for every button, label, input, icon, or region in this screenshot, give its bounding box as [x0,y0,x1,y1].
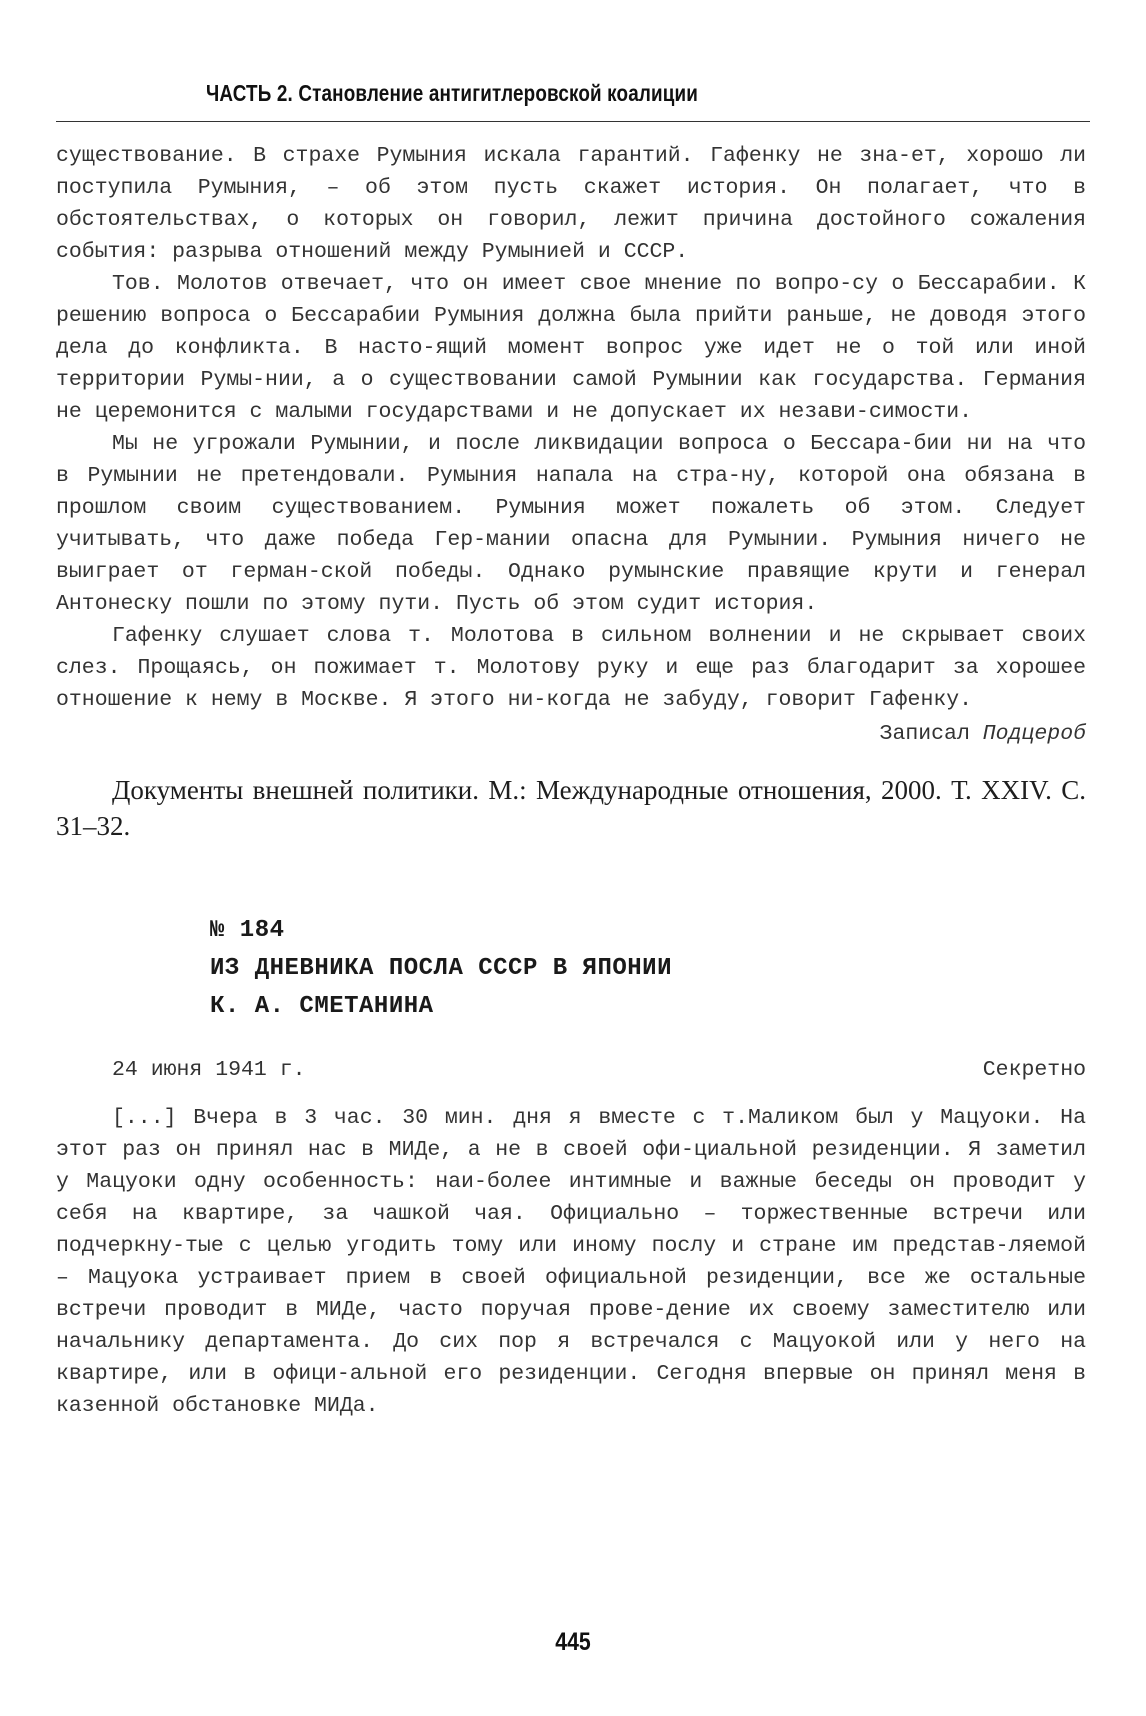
page-content [56,140,1086,1422]
document-date: 24 июня 1941 г. [112,1058,306,1082]
conversation-record [56,140,1086,750]
paragraph-continuation: существование. В страхе Румыния искала гарантий. Гафенку не зна-ет, хорошо ли поступила Румыния, – об этом пусть скажет история. Он полагает, что в обстоятельствах, о которых он говорил, лежит причина достойного сожаления события: разрыва отношений между Румынией и СССР. [56,144,1086,264]
signature-prefix: Записал [879,722,970,746]
source-citation: Документы внешней политики. М.: Международные отношения, 2000. Т. XXIV. С. 31–32. [56,775,1086,841]
signature-name: Подцероб [982,722,1086,746]
document-title-line2: К. А. СМЕТАНИНА [210,993,434,1020]
running-title: ЧАСТЬ 2. Становление антигитлеровской коалиции [206,80,699,106]
running-header [56,80,1090,122]
classification-stamp: Секретно [982,1058,1086,1082]
page-number: 445 [555,1628,591,1656]
signature [56,718,1086,750]
date-row [56,1054,1086,1086]
diary-paragraph: [...] Вчера в 3 час. 30 мин. дня я вместе с т.Маликом был у Мацуоки. На этот раз он принял нас в МИДе, а не в своей офи-циальной резиденции. Я заметил у Мацуоки одну особенность: наи-более интимные и важные беседы он проводит у себя на квартире, за чашкой чая. Официально – торжественные встречи или подчеркну-тые с целью угодить тому или иному послу и стране им представ-ляемой – Мацуока устраивает прием в своей официальной резиденции, все же остальные встречи проводит в МИДе, часто поручая прове-дение их своему заместителю или начальнику департамента. До сих пор я встречался с Мацуокой или у него на квартире, или в офици-альной его резиденции. Сегодня впервые он принял меня в казенной обстановке МИДа. [56,1106,1086,1418]
document-heading [210,912,1086,1026]
document-title-line1: ИЗ ДНЕВНИКА ПОСЛА СССР В ЯПОНИИ [210,955,672,982]
paragraph-molotov-reply: Тов. Молотов отвечает, что он имеет свое мнение по вопро-су о Бессарабии. К решению вопроса о Бессарабии Румыния должна была прийти раньше, не доводя этого дела до конфликта. В насто-ящий момент вопрос уже идет не о той или иной территории Румы-нии, а о существовании самой Румынии как государства. Германия не церемонится с малыми государствами и не допускает их незави-симости. [56,272,1086,424]
paragraph-gafencu-farewell: Гафенку слушает слова т. Молотова в сильном волнении и не скрывает своих слез. Прощаясь, он пожимает т. Молотову руку и еще раз благодарит за хорошее отношение к нему в Москве. Я этого ни-когда не забуду, говорит Гафенку. [56,624,1086,712]
diary-entry [56,1102,1086,1422]
document-number: № 184 [210,917,285,944]
paragraph-romania: Мы не угрожали Румынии, и после ликвидации вопроса о Бессара-бии ни на что в Румынии не претендовали. Румыния напала на стра-ну, которой она обязана в прошлом своим существованием. Румыния может пожалеть об этом. Следует учитывать, что даже победа Гер-мании опасна для Румынии. Румыния ничего не выиграет от герман-ской победы. Однако румынские правящие крути и генерал Антонеску пошли по этому пути. Пусть об этом судит история. [56,432,1086,616]
